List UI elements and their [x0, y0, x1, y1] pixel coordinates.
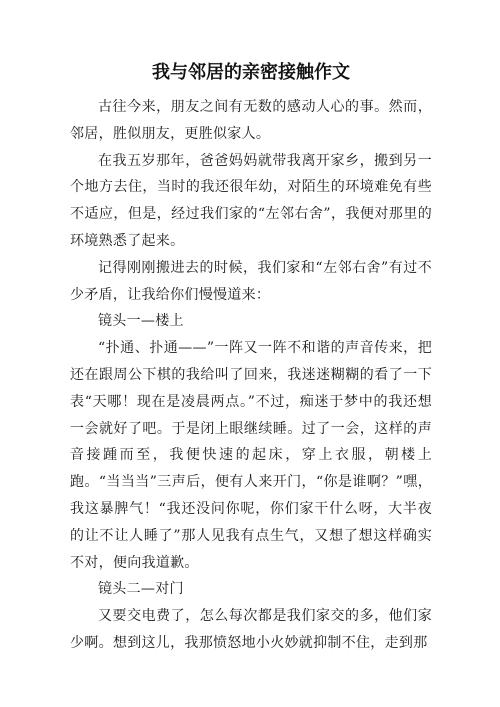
section-heading-upstairs: 镜头一—楼上: [98, 313, 184, 330]
paragraph-moving: 在我五岁那年，爸爸妈妈就带我离开家乡，搬到另一个地方去住，当时的我还很年幼，对陌生的环境难免有些不适应，但是，经过我们家的“左邻右舍”，我便对那里的环境熟悉了起来。: [70, 152, 432, 249]
paragraph-conflicts: 记得刚刚搬进去的时候，我们家和“左邻右舍”有过不少矛盾，让我给你们慢慢道来：: [70, 259, 432, 303]
paragraph-across-story: 又要交电费了，怎么每次都是我们家交的多，他们家少啊。想到这儿，我那愤怒地小火妙就抑制不住，走到那: [70, 608, 432, 651]
document-body: [70, 94, 432, 657]
paragraph-intro: 古往今来，朋友之间有无数的感动人心的事。然而，邻居，胜似朋友，更胜似家人。: [70, 99, 432, 142]
section-heading-across: 镜头二—对门: [98, 581, 184, 598]
document-title: 我与邻居的亲密接触作文: [152, 62, 350, 83]
paragraph-upstairs-story: “扑通、扑通——”一阵又一阵不和谐的声音传来，把还在跟周公下棋的我给叫了回来，我迷迷糊糊的看了一下表“天哪！现在是凌晨两点。”不过，痴迷于梦中的我还想一会就好了吧。于是闭上眼继续睡。过了一会，这样的声音接踵而至，我便快速的起床，穿上衣服，朝楼上跑。“当当当”三声后，便有人来开门，“你是谁啊？”嘿，我这暴脾气！“我还没问你呢，你们家干什么呀，大半夜的让不让人睡了”那人见我有点生气，又想了想这样确实不对，便向我道歉。: [70, 340, 432, 571]
